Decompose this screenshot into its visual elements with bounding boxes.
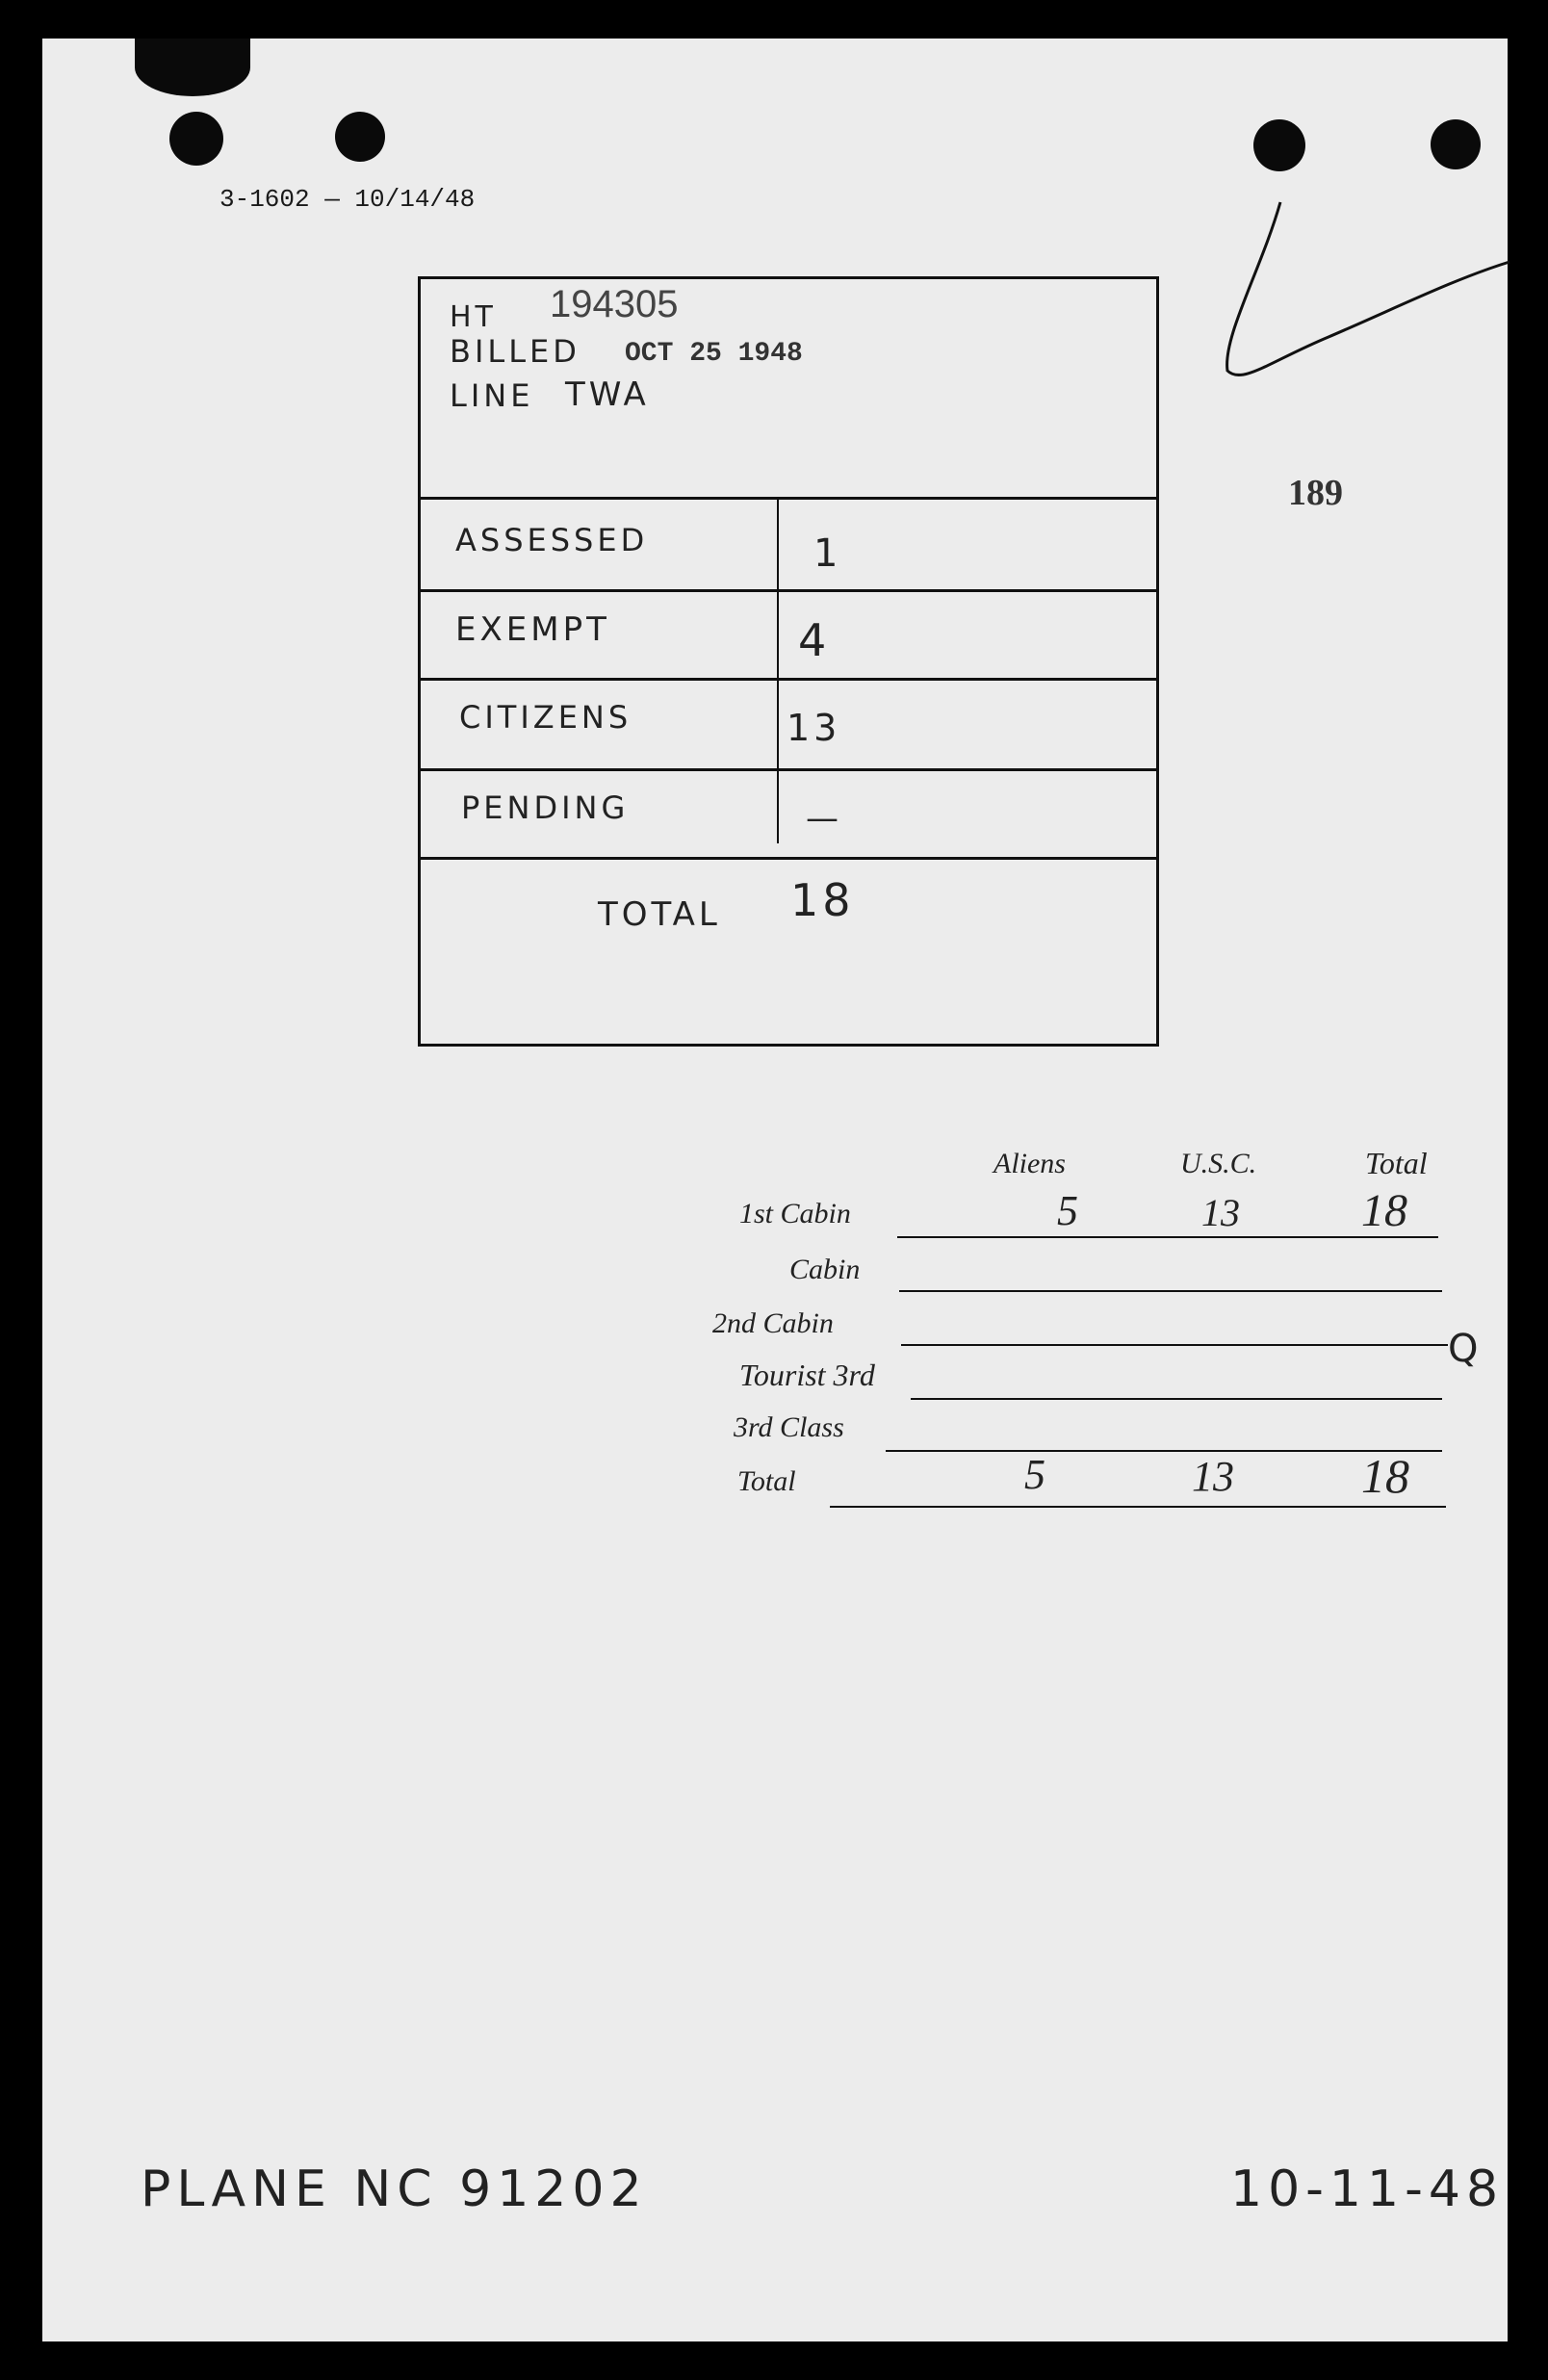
stamp-number: 194305: [550, 283, 679, 325]
punch-hole: [169, 112, 223, 166]
side-mark: Q: [1448, 1327, 1479, 1371]
exempt-value: 4: [798, 614, 831, 666]
aliens-value: 5: [1024, 1451, 1045, 1498]
line-label: LINE: [450, 377, 534, 414]
assessed-label: ASSESSED: [455, 522, 649, 558]
row-label: 1st Cabin: [739, 1198, 851, 1229]
column-header-total: Total: [1365, 1146, 1428, 1180]
line-value: TWA: [565, 375, 650, 414]
usc-value: 13: [1192, 1453, 1234, 1500]
footer-date: 10-11-48: [1230, 2160, 1505, 2218]
pending-label: PENDING: [461, 789, 630, 826]
total-value: 18: [1361, 1185, 1407, 1236]
total-value: 18: [1361, 1449, 1409, 1503]
row-label: Tourist 3rd: [739, 1358, 875, 1392]
stamp-box: [418, 276, 1159, 1047]
aliens-value: 5: [1057, 1187, 1078, 1234]
billed-date: OCT 25 1948: [625, 339, 803, 369]
document-reference: 3-1602 — 10/14/48: [219, 185, 476, 214]
punch-hole: [335, 112, 385, 162]
usc-value: 13: [1201, 1191, 1240, 1234]
page-number: 189: [1288, 473, 1343, 513]
column-header-usc: U.S.C.: [1180, 1148, 1257, 1179]
check-mark-icon: [1203, 193, 1511, 404]
assessed-value: 1: [813, 531, 842, 576]
ht-label: HT: [450, 300, 497, 334]
citizens-value: 13: [787, 707, 841, 749]
punch-hole: [1431, 119, 1481, 169]
torn-corner: [135, 39, 250, 96]
citizens-label: CITIZENS: [459, 699, 632, 736]
row-label: Cabin: [789, 1254, 861, 1285]
total-value: 18: [790, 874, 855, 926]
pending-value: —: [806, 799, 842, 838]
column-header-aliens: Aliens: [993, 1148, 1066, 1179]
row-label: Total: [737, 1465, 796, 1497]
exempt-label: EXEMPT: [455, 610, 610, 649]
row-label: 2nd Cabin: [712, 1307, 834, 1339]
billed-label: BILLED: [450, 333, 580, 370]
row-label: 3rd Class: [734, 1411, 844, 1443]
plane-number: PLANE NC 91202: [141, 2160, 648, 2218]
punch-hole: [1253, 119, 1305, 171]
total-label: TOTAL: [598, 895, 721, 934]
